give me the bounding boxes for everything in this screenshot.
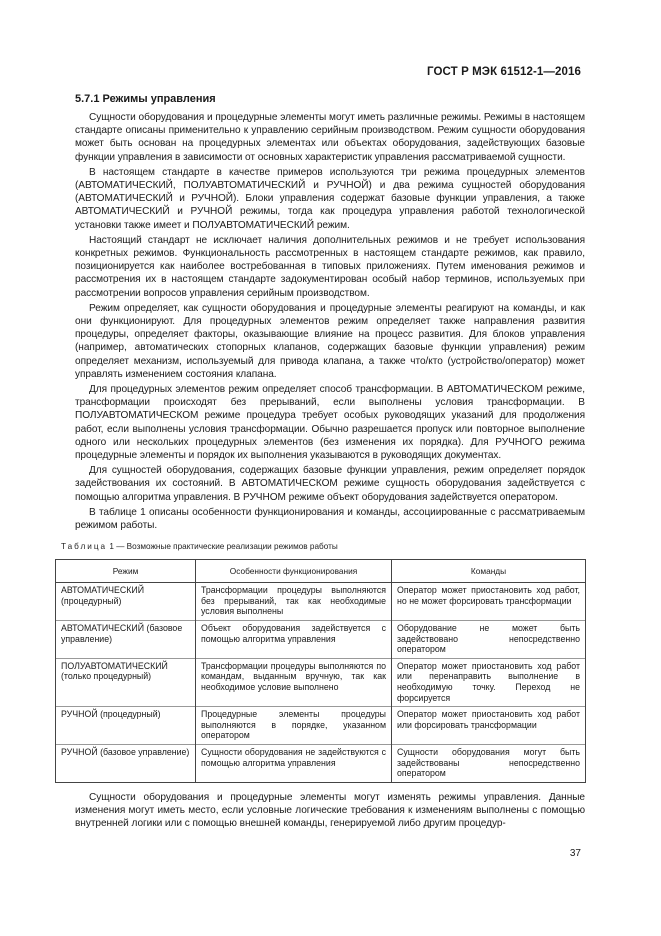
cell-mode: АВТОМАТИЧЕСКИЙ (процедурный) <box>56 583 196 621</box>
table-row <box>56 745 586 783</box>
cell-commands: Оператор может приостановить ход работ, но не может форсировать трансформации <box>392 583 586 621</box>
cell-mode: РУЧНОЙ (процедурный) <box>56 707 196 745</box>
paragraph: Режим определяет, как сущности оборудования и процедурные элементы реагируют на команды, и как они функционируют. Для процедурных элементов режим определяет также направления развития процедуры, определяет факторы, оказывающие влияние на процесс развития. Для блоков управления (например, автоматических стопорных клапанов, содержащих базовые функции управления) режим определяет механизм, используемый для привода клапана, а также что/кто (устройство/оператор) может управлять изменением состояния клапана. <box>75 302 585 380</box>
cell-features: Сущности оборудования не задействуются с помощью алгоритма управления <box>196 745 392 783</box>
standard-header: ГОСТ Р МЭК 61512-1—2016 <box>427 66 581 78</box>
cell-features: Процедурные элементы процедуры выполняются в порядке, указанном оператором <box>196 707 392 745</box>
paragraph: Сущности оборудования и процедурные элементы могут изменять режимы управления. Данные изменения могут иметь место, если условные логические требования к изменениям выполнены с помощью внутренней логики или с помощью внешней команды, генерируемой либо другим процедур- <box>75 791 585 830</box>
cell-commands: Оператор может приостановить ход работ или форсировать трансформации <box>392 707 586 745</box>
paragraph: В таблице 1 описаны особенности функционирования и команды, ассоциированные с рассматриваемым режимом работы. <box>75 506 585 532</box>
paragraph: Сущности оборудования и процедурные элементы могут иметь различные режимы. Режимы в настоящем стандарте описаны применительно к управлению серийным производством. Режим сущности оборудования может быть основан на процедурных элементах или объектах оборудования, задействующих базовые функции управления в зависимости от основных характеристик управления рассматриваемой сущности. <box>75 112 585 163</box>
cell-mode: РУЧНОЙ (базовое управление) <box>56 745 196 783</box>
table-caption-text: 1 — Возможные практические реализации режимов работы <box>109 542 338 552</box>
cell-mode: ПОЛУАВТОМАТИЧЕСКИЙ (только процедурный) <box>56 658 196 706</box>
section-title: 5.7.1 Режимы управления <box>75 93 216 105</box>
paragraph: Для сущностей оборудования, содержащих базовые функции управления, режим определяет порядок задействования их состояний. В АВТОМАТИЧЕСКОМ режиме сущность оборудования задействуется с помощью алгоритма управления. В РУЧНОМ режиме объект оборудования задействуется оператором. <box>75 465 585 503</box>
cell-features: Трансформации процедуры выполняются без прерываний, так как необходимые условия выполнены <box>196 583 392 621</box>
cell-commands: Сущности оборудования могут быть задействованы непосредственно оператором <box>392 745 586 783</box>
header-commands: Команды <box>392 560 586 583</box>
cell-features: Трансформации процедуры выполняются по командам, выданным вручную, так как необходимое условие выполнено <box>196 658 392 706</box>
table-header-row <box>56 560 586 583</box>
page-content <box>61 93 585 832</box>
paragraph: Для процедурных элементов режим определяет способ трансформации. В АВТОМАТИЧЕСКОМ режиме, трансформации происходят без прерываний, если выполнены условия трансформации. В ПОЛУАВТОМАТИЧЕСКОМ режиме процедура требует особых руководящих указаний для продолжения работ, если выполнены условия трансформации. Обычно разрешается пропуск или повторное выполнение одного или нескольких процедурных элементов (без изменения их порядка). Для РУЧНОГО режима процедурные элементы и порядок их выполнения указываются в руководящих документах. <box>75 384 585 462</box>
cell-features: Объект оборудования задействуется с помощью алгоритма управления <box>196 621 392 659</box>
table-row <box>56 583 586 621</box>
modes-table <box>55 559 586 783</box>
table-caption <box>61 542 585 551</box>
table-row <box>56 707 586 745</box>
header-mode: Режим <box>56 560 196 583</box>
paragraph: В настоящем стандарте в качестве примеров используются три режима процедурных элементов (АВТОМАТИЧЕСКИЙ, ПОЛУАВТОМАТИЧЕСКИЙ и РУЧНОЙ) и два режима сущностей оборудования (АВТОМАТИЧЕСКИЙ и РУЧНОЙ). Блоки управления содержат базовые функции управления, а также АВТОМАТИЧЕСКИЙ и РУЧНОЙ режимы, тогда как процедура управления работой технологической установки также имеет и ПОЛУАВТОМАТИЧЕСКИЙ режим. <box>75 166 585 231</box>
table-row <box>56 658 586 706</box>
cell-commands: Оборудование не может быть задействовано непосредственно оператором <box>392 621 586 659</box>
table-row <box>56 621 586 659</box>
cell-commands: Оператор может приостановить ход работ или перенаправить выполнение в необходимую точку. Переход не форсируется <box>392 658 586 706</box>
page-number: 37 <box>569 848 581 859</box>
table-caption-word: Таблица <box>61 542 108 552</box>
header-features: Особенности функционирования <box>196 560 392 583</box>
cell-mode: АВТОМАТИЧЕСКИЙ (базовое управление) <box>56 621 196 659</box>
paragraph: Настоящий стандарт не исключает наличия дополнительных режимов и не требует использования конкретных режимов. Функциональность рассмотренных в настоящем стандарте режимов, как правило, позиционируется как наиболее востребованная в типовых приложениях. Путем именования режимов и рассмотрения их в настоящем стандарте задокументирован особый набор терминов, используемых при рассмотрении вопросов управления серийным производством. <box>75 234 585 299</box>
